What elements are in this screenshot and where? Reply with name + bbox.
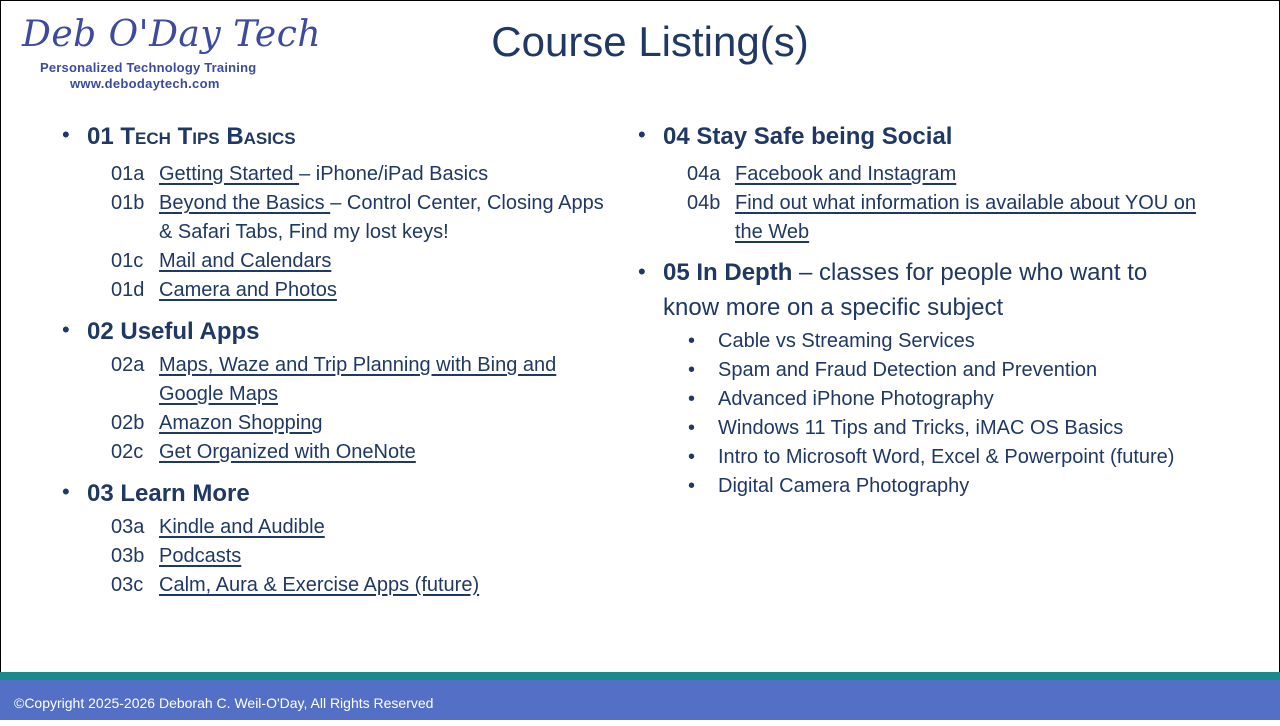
course-list: [687, 160, 1198, 247]
course-link[interactable]: Getting Started: [159, 163, 300, 185]
course-item: [111, 571, 622, 600]
course-item: [111, 189, 622, 247]
subject-item: [688, 443, 1178, 472]
page-title: Course Listing(s): [491, 18, 809, 65]
bullet-icon: •: [638, 259, 646, 284]
bullet-icon: •: [688, 388, 696, 410]
course-code: 02c: [111, 441, 144, 463]
course-item: [111, 160, 622, 189]
bullet-icon: •: [688, 475, 696, 497]
bullet-icon: •: [62, 122, 70, 147]
course-link[interactable]: Mail and Calendars: [159, 250, 332, 272]
course-link[interactable]: Find out what information is available about YOU on the Web: [735, 192, 1197, 243]
section-03: [62, 475, 622, 600]
course-code: 04b: [687, 192, 721, 214]
course-code: 04a: [687, 163, 721, 185]
course-code: 01d: [111, 279, 145, 301]
course-link[interactable]: Calm, Aura & Exercise Apps (future): [159, 574, 480, 596]
course-link[interactable]: Camera and Photos: [159, 279, 337, 301]
course-item: [111, 513, 622, 542]
course-item: [687, 160, 1198, 189]
bullet-icon: •: [62, 317, 70, 342]
subject-item: [688, 472, 1198, 501]
bullet-icon: •: [688, 417, 696, 439]
course-link[interactable]: Get Organized with OneNote: [159, 441, 416, 463]
course-code: 03c: [111, 574, 144, 596]
section-heading-title: 05 In Depth: [663, 259, 793, 286]
course-link[interactable]: Kindle and Audible: [159, 516, 325, 538]
course-link[interactable]: Beyond the Basics: [159, 192, 331, 214]
subject-label: Digital Camera Photography: [718, 475, 970, 497]
subject-label: Windows 11 Tips and Tricks, iMAC OS Basics: [718, 417, 1124, 439]
copyright-text: ©Copyright 2025-2026 Deborah C. Weil-O'Day, All Rights Reserved: [14, 695, 434, 711]
subject-item: [688, 414, 1198, 443]
course-code: 02a: [111, 354, 145, 376]
bullet-icon: •: [62, 479, 70, 504]
section-heading-description: – classes for people who want to know more on a specific subject: [663, 259, 1148, 321]
course-list: [111, 513, 622, 600]
footer-stripe: [0, 672, 1280, 680]
subject-list: [688, 327, 1198, 501]
left-column: [62, 118, 622, 608]
logo-tagline: Personalized Technology Training: [40, 60, 257, 75]
course-list: [111, 160, 622, 305]
subject-label: Cable vs Streaming Services: [718, 330, 975, 352]
course-item: [687, 189, 1198, 247]
section-heading: 02 Useful Apps: [87, 318, 260, 345]
right-column: [638, 118, 1198, 501]
course-description: – Control Center, Closing Apps & Safari Tabs, Find my lost keys!: [159, 192, 604, 243]
subject-item: [688, 385, 1198, 414]
course-code: 03a: [111, 516, 145, 538]
section-heading: [663, 255, 1198, 325]
course-code: 01c: [111, 250, 144, 272]
course-link[interactable]: Facebook and Instagram: [735, 163, 957, 185]
course-code: 01a: [111, 163, 145, 185]
section-heading: 01 Tech Tips Basics: [87, 123, 296, 150]
section-04: [638, 118, 1198, 247]
course-item: [111, 542, 622, 571]
course-code: 01b: [111, 192, 145, 214]
logo-script: Deb O'Day Tech: [22, 14, 322, 55]
section-05: [638, 255, 1198, 501]
course-description: – iPhone/iPad Basics: [299, 163, 489, 185]
subject-item: [688, 356, 1198, 385]
subject-label: Advanced iPhone Photography: [718, 388, 994, 410]
footer: [0, 680, 1280, 720]
course-link[interactable]: Podcasts: [159, 545, 242, 567]
bullet-icon: •: [688, 359, 696, 381]
subject-item: [688, 327, 1198, 356]
course-item: [111, 276, 622, 305]
bullet-icon: •: [638, 122, 646, 147]
subject-label: Intro to Microsoft Word, Excel & Powerpoint (future): [718, 446, 1175, 468]
course-item: [111, 351, 622, 409]
bullet-icon: •: [688, 330, 696, 352]
section-02: [62, 313, 622, 467]
section-01: [62, 118, 622, 305]
course-item: [111, 409, 622, 438]
section-heading: 04 Stay Safe being Social: [663, 123, 953, 150]
bullet-icon: •: [688, 446, 696, 468]
course-item: [111, 438, 622, 467]
course-list: [111, 351, 622, 467]
subject-label: Spam and Fraud Detection and Prevention: [718, 359, 1098, 381]
course-code: 02b: [111, 412, 145, 434]
course-item: [111, 247, 622, 276]
course-link[interactable]: Maps, Waze and Trip Planning with Bing and Google Maps: [159, 354, 557, 405]
section-heading: 03 Learn More: [87, 480, 250, 507]
course-link[interactable]: Amazon Shopping: [159, 412, 323, 434]
logo-url: www.debodaytech.com: [70, 76, 220, 91]
course-code: 03b: [111, 545, 145, 567]
